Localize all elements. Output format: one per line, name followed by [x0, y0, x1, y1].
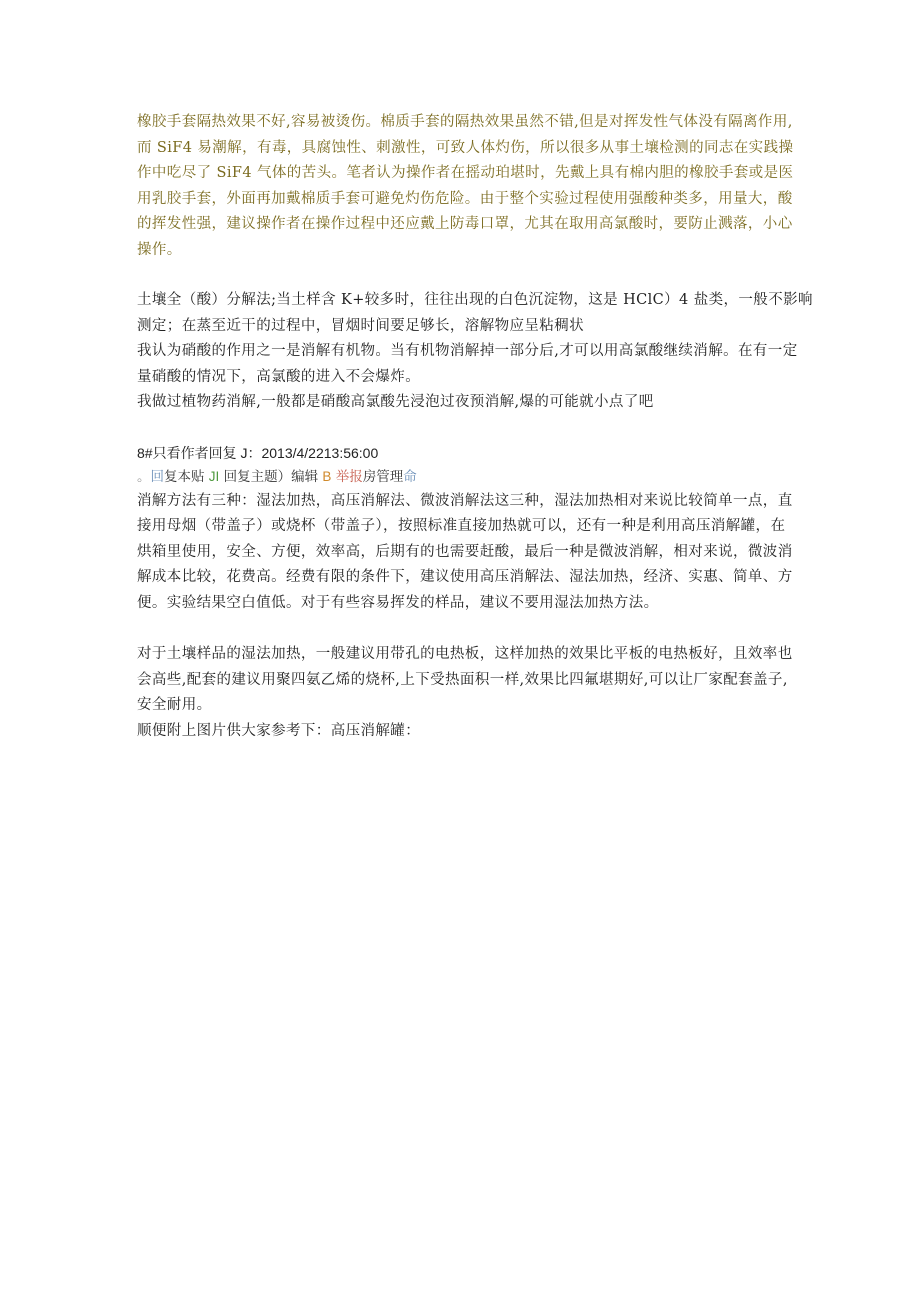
reply-post-link[interactable]: 复本贴: [164, 468, 205, 485]
text-line: 作中吃尽了 SiF4 气体的苦头。笔者认为操作者在摇动珀堪时，先戴上具有棉内胆的橡胶手套或是医: [137, 165, 794, 181]
report-link[interactable]: 举报: [335, 468, 363, 485]
text-line: 量硝酸的情况下，高氯酸的进入不会爆炸。: [137, 368, 421, 385]
post-header: [137, 441, 797, 465]
post-content: [137, 110, 813, 744]
text-line: 我做过植物药消解,一般都是硝酸高氯酸先浸泡过夜预消解,爆的可能就小点了吧: [137, 394, 654, 410]
text-line: 接用母烟（带盖子）或烧杯（带盖子），按照标准直接加热就可以，还有一种是利用高压消解罐，在: [137, 518, 786, 534]
text-line: 顺便附上图片供大家参考下：高压消解罐：: [137, 722, 421, 739]
paragraph-gloves: [137, 110, 797, 263]
floor-number: 8#: [137, 444, 153, 461]
text-line: 解成本比较，花费高。经费有限的条件下，建议使用高压消解法、湿法加热，经济、实惠、简单、方: [137, 569, 793, 585]
text-line: 操作。: [137, 241, 182, 258]
quote-icon: JI: [208, 468, 220, 484]
text-line: 便。实验结果空白值低。对于有些容易挥发的样品，建议不要用湿法加热方法。: [137, 594, 659, 611]
text-line: 的挥发性强，建议操作者在操作过程中还应戴上防毒口罩，尤其在取用高氯酸时，要防止溅落，小心: [137, 216, 793, 232]
text-line: 土壤全（酸）分解法;当土样含 K+较多时，往往出现的白色沉淀物，这是 HClC）4 盐类，一般不影响: [137, 292, 813, 308]
text-line: 消解方法有三种：湿法加热，高压消解法、微波消解法这三种，湿法加热相对来说比较简单一点，直: [137, 492, 793, 509]
text-line: 对于土壤样品的湿法加热，一般建议用带孔的电热板，这样加热的效果比平板的电热板好，且效率也: [137, 646, 793, 662]
manage-link[interactable]: 房管理: [362, 468, 404, 485]
paragraph-digestion-methods: [137, 489, 797, 617]
text-line: 烘箱里使用，安全、方便，效率高，后期有的也需要赶酸，最后一种是微波消解，相对来说，微波消: [137, 543, 793, 560]
post-action-bar: [137, 465, 797, 489]
text-line: 测定；在蒸至近干的过程中，冒烟时间要足够长，溶解物应呈粘稠状: [137, 317, 584, 334]
post-datetime: 2013/4/2213:56:00: [261, 444, 379, 461]
spacer: [137, 416, 797, 441]
bullet-icon: 。: [137, 468, 151, 485]
text-line: 我认为硝酸的作用之一是消解有机物。当有机物消解掉一部分后,才可以用高氯酸继续消解。在有一定: [137, 343, 798, 359]
reply-topic-edit-link[interactable]: 回复主题）编辑: [223, 468, 319, 485]
spacer: [137, 616, 797, 642]
text-line: 会高些,配套的建议用聚四氨乙烯的烧杯,上下受热面积一样,效果比四氟堪期好,可以让厂家配套盖子,: [137, 671, 788, 688]
text-line: 橡胶手套隔热效果不好,容易被烫伤。棉质手套的隔热效果虽然不错,但是对挥发性气体没有隔离作用,: [137, 114, 793, 130]
manage-icon: 命: [403, 468, 417, 485]
reply-icon: 回: [150, 468, 164, 485]
paragraph-acid-digestion: [137, 288, 813, 416]
text-line: 用乳胶手套，外面再加戴棉质手套可避免灼伤危险。由于整个实验过程使用强酸种类多，用量大，酸: [137, 190, 793, 207]
paragraph-wet-heating: [137, 642, 797, 744]
text-line: 而 SiF4 易潮解，有毒，具腐蚀性、刺激性，可致人体灼伤，所以很多从事土壤检测的同志在实践操: [137, 139, 794, 156]
spacer: [137, 263, 797, 288]
text-line: 安全耐用。: [137, 697, 212, 713]
author-only-link[interactable]: 只看作者回复 J：: [152, 444, 262, 461]
report-icon: B: [322, 468, 332, 484]
